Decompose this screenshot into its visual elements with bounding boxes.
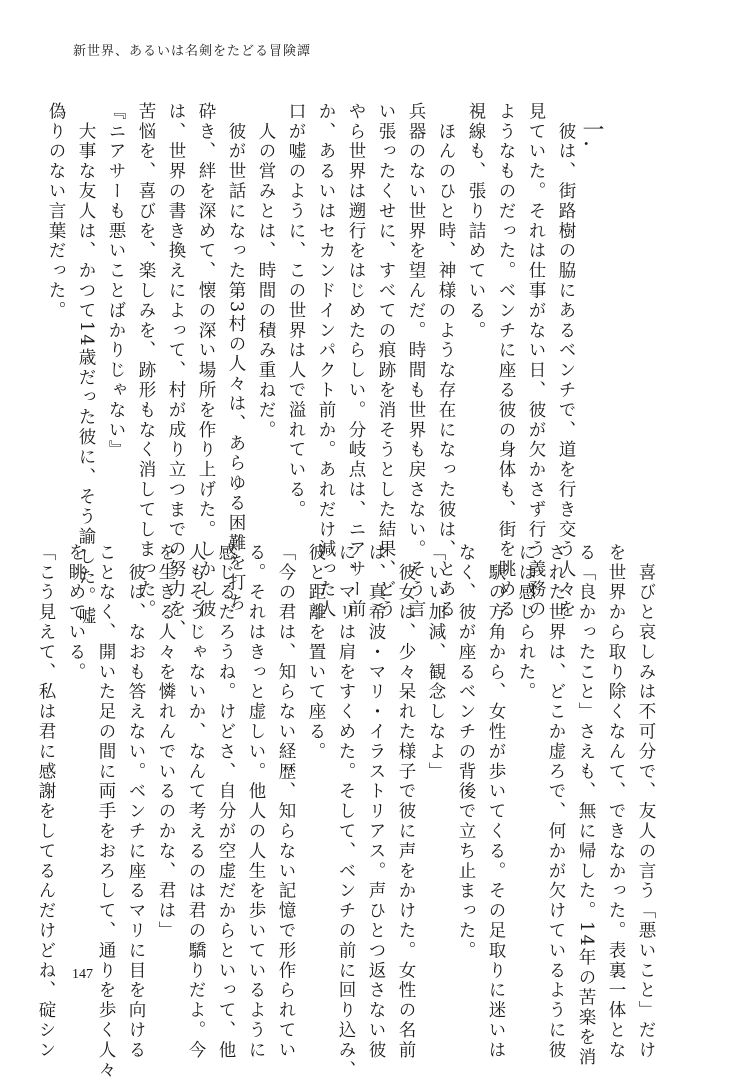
text-column: る。それはきっと虚しい。他人の人生を歩いているように — [246, 543, 266, 1061]
text-column: は、世界の書き換えによって、村が成り立つまでの努力を、 — [166, 102, 186, 640]
text-column: 口が嘘のように、この世界は人で溢れている。 — [286, 102, 306, 520]
text-column: い張ったくせに、すべての痕跡を消そうとした結果、どう — [376, 102, 396, 620]
text-column: 駅の方角から、女性が歩いてくる。その足取りに迷いは — [486, 543, 506, 1061]
text-column: 砕き、絆を深めて、懐の深い場所を作り上げた。しかし彼 — [196, 102, 216, 620]
text-column: 彼は、なおも答えない。ベンチに座るマリに目を向ける — [126, 543, 146, 1061]
text-column: ほんのひと時、神様のような存在になった彼は、とある — [436, 102, 456, 620]
text-column: 彼と距離を置いて座る。 — [306, 543, 326, 762]
text-column: に、マリは肩をすくめた。そして、ベンチの前に回り込み、 — [336, 543, 356, 1080]
text-column: 喜びと哀しみは不可分で、友人の言う「悪いこと」だけ — [636, 543, 656, 1061]
text-column: やら世界は遡行をはじめたらしい。分岐点は、ニアサー前 — [346, 102, 366, 620]
text-column: された世界は、どこか虚ろで、何かが欠けているように彼 — [546, 543, 566, 1061]
text-column: 彼が世話になった第3村の人々は、あらゆる困難を打ち — [226, 102, 246, 614]
text-column: か、あるいはセカンドインパクト前か。あれだけ減った人 — [316, 102, 336, 620]
text-column: 感じるだろうね。けどさ、自分が空虚だからといって、他 — [216, 543, 236, 1061]
page-number: 147 — [72, 967, 93, 982]
text-column: 「こう見えて、私は君に感謝をしてるんだけどね、碇シン — [36, 543, 56, 1061]
text-column: を生きる人々を憐れんでいるのかな、君は」 — [156, 543, 176, 941]
text-column: 「今の君は、知らない経歴、知らない記憶で形作られてい — [276, 543, 296, 1061]
text-column: 見ていた。それは仕事がない日、彼が欠かさず行う義務の — [526, 102, 546, 620]
text-column: ようなものだった。ベンチに座る彼の身体も、街を眺める — [496, 102, 516, 620]
text-column: 「いい加減、観念しなよ」 — [426, 543, 446, 782]
text-column: を眺めている。 — [66, 543, 86, 683]
text-column: 苦悩を、喜びを、楽しみを、跡形もなく消してしまった。 — [136, 102, 156, 620]
text-column: 視線も、張り詰めている。 — [466, 102, 486, 341]
text-column: 偽りのない言葉だった。 — [46, 102, 66, 321]
text-column: ことなく、開いた足の間に両手をおろして、通りを歩く人々 — [96, 543, 116, 1080]
text-column: 大事な友人は、かつて14歳だった彼に、そう諭した。嘘 — [76, 102, 96, 627]
text-column: 人もそうじゃないか、なんて考えるのは君の驕りだよ。今 — [186, 543, 206, 1061]
text-column: は、真希波・マリ・イラストリアス。声ひとつ返さない彼 — [366, 543, 386, 1061]
text-column: 兵器のない世界を望んだ。時間も世界も戻さない。そう言 — [406, 102, 426, 620]
text-column: には感じられた。 — [516, 543, 536, 703]
text-column: 彼は、街路樹の脇にあるベンチで、道を行き交う人々を — [556, 102, 576, 620]
running-header: 新世界、あるいは名剣をたどる冒険譚 — [73, 44, 312, 59]
text-column: を世界から取り除くなんて、できなかった。表裏一体とな — [606, 543, 626, 1061]
text-column: なく、彼が座るベンチの背後で立ち止まった。 — [456, 543, 476, 961]
section-number: 一. — [579, 118, 604, 147]
text-column: 人の営みとは、時間の積み重ねだ。 — [256, 102, 276, 441]
text-column: る「良かったこと」さえも、無に帰した。14年の苦楽を消 — [576, 543, 596, 1068]
text-column: 彼女は、少々呆れた様子で彼に声をかけた。女性の名前 — [396, 543, 416, 1061]
text-column: 『ニアサーも悪いことばかりじゃない』 — [106, 102, 126, 461]
